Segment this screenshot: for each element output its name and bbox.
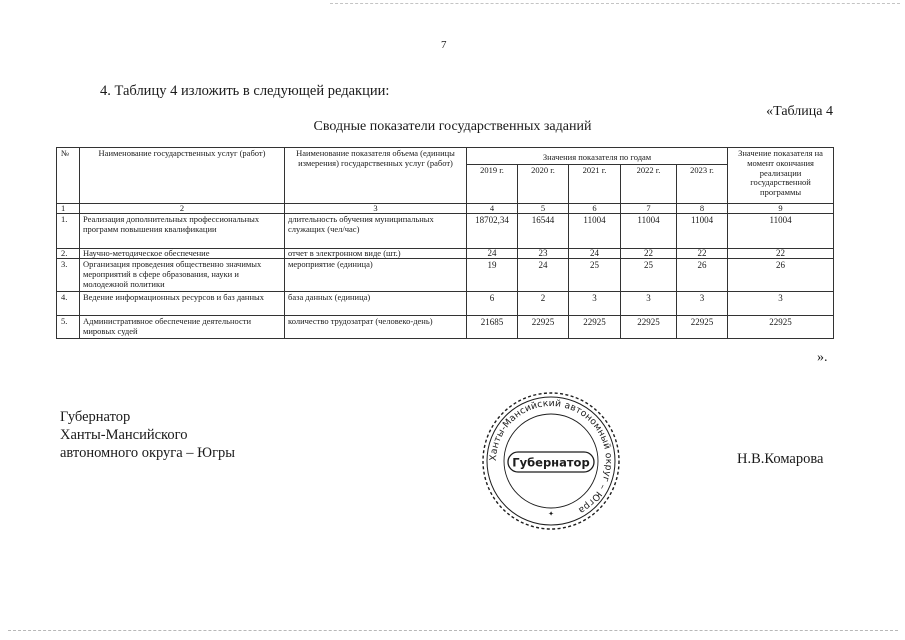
value-2023: 3	[677, 292, 728, 316]
header-year-2019: 2019 г.	[467, 165, 518, 204]
value-2023: 26	[677, 259, 728, 292]
indicator-name: количество трудозатрат (человеко-день)	[285, 316, 467, 339]
signer-block	[60, 408, 235, 462]
table-row	[57, 214, 834, 249]
table-header-row	[57, 148, 834, 165]
value-2020: 2	[518, 292, 569, 316]
value-2023: 22925	[677, 316, 728, 339]
value-2022: 22	[621, 249, 677, 259]
row-number: 2.	[57, 249, 80, 259]
column-index: 8	[677, 204, 728, 214]
column-index: 7	[621, 204, 677, 214]
service-name: Ведение информационных ресурсов и баз данных	[80, 292, 285, 316]
header-final-value: Значение показателя на момент окончания реализации государственной программы	[728, 148, 834, 204]
value-2020: 24	[518, 259, 569, 292]
indicator-name: отчет в электронном виде (шт.)	[285, 249, 467, 259]
header-year-2022: 2022 г.	[621, 165, 677, 204]
stamp-star-icon: ✦	[548, 510, 554, 518]
service-name: Административное обеспечение деятельности мировых судей	[80, 316, 285, 339]
final-value: 3	[728, 292, 834, 316]
table-row	[57, 249, 834, 259]
column-index: 6	[569, 204, 621, 214]
column-index-row	[57, 204, 834, 214]
value-2022: 11004	[621, 214, 677, 249]
value-2021: 24	[569, 249, 621, 259]
indicator-name: мероприятие (единица)	[285, 259, 467, 292]
stamp-center-text: Губернатор	[512, 455, 590, 470]
header-years-group: Значения показателя по годам	[467, 148, 728, 165]
header-year-2023: 2023 г.	[677, 165, 728, 204]
value-2019: 21685	[467, 316, 518, 339]
column-index: 9	[728, 204, 834, 214]
final-value: 22925	[728, 316, 834, 339]
header-indicator: Наименование показателя объема (единицы измерения) государственных услуг (работ)	[285, 148, 467, 204]
value-2019: 18702,34	[467, 214, 518, 249]
header-year-2020: 2020 г.	[518, 165, 569, 204]
column-index: 4	[467, 204, 518, 214]
final-value: 11004	[728, 214, 834, 249]
column-index: 2	[80, 204, 285, 214]
scan-edge-bottom	[8, 630, 898, 631]
value-2023: 11004	[677, 214, 728, 249]
service-name: Организация проведения общественно значимых мероприятий в сфере образования, науки и молодежной политики	[80, 259, 285, 292]
signer-name: Н.В.Комарова	[737, 451, 824, 467]
column-index: 5	[518, 204, 569, 214]
table-row	[57, 292, 834, 316]
closing-quote: ».	[817, 350, 828, 365]
table-row	[57, 259, 834, 292]
header-service: Наименование государственных услуг (работ)	[80, 148, 285, 204]
value-2020: 23	[518, 249, 569, 259]
table-row	[57, 316, 834, 339]
page-number: 7	[441, 39, 447, 51]
official-stamp	[480, 390, 622, 532]
signer-title-line2: Ханты-Мансийского	[60, 427, 188, 443]
header-no: №	[57, 148, 80, 204]
instruction-paragraph: 4. Таблицу 4 изложить в следующей редакции:	[100, 83, 390, 99]
indicators-table	[56, 147, 834, 339]
value-2022: 25	[621, 259, 677, 292]
stamp-ring-text: Ханты-Мансийский автономный округ – Югра	[487, 397, 615, 516]
service-name: Научно-методическое обеспечение	[80, 249, 285, 259]
service-name: Реализация дополнительных профессиональных программ повышения квалификации	[80, 214, 285, 249]
value-2020: 22925	[518, 316, 569, 339]
indicator-name: длительность обучения муниципальных служащих (чел/час)	[285, 214, 467, 249]
value-2021: 25	[569, 259, 621, 292]
row-number: 4.	[57, 292, 80, 316]
value-2020: 16544	[518, 214, 569, 249]
value-2021: 11004	[569, 214, 621, 249]
value-2019: 6	[467, 292, 518, 316]
row-number: 1.	[57, 214, 80, 249]
scan-edge-top	[330, 3, 900, 4]
indicator-name: база данных (единица)	[285, 292, 467, 316]
column-index: 3	[285, 204, 467, 214]
row-number: 5.	[57, 316, 80, 339]
table-caption: «Таблица 4	[766, 104, 833, 119]
final-value: 26	[728, 259, 834, 292]
row-number: 3.	[57, 259, 80, 292]
header-year-2021: 2021 г.	[569, 165, 621, 204]
signer-title-line3: автономного округа – Югры	[60, 445, 236, 461]
value-2022: 3	[621, 292, 677, 316]
value-2023: 22	[677, 249, 728, 259]
value-2021: 3	[569, 292, 621, 316]
value-2021: 22925	[569, 316, 621, 339]
signer-title-line1: Губернатор	[60, 409, 131, 425]
value-2019: 19	[467, 259, 518, 292]
final-value: 22	[728, 249, 834, 259]
value-2019: 24	[467, 249, 518, 259]
table-title: Сводные показатели государственных заданий	[313, 119, 592, 134]
column-index: 1	[57, 204, 80, 214]
value-2022: 22925	[621, 316, 677, 339]
